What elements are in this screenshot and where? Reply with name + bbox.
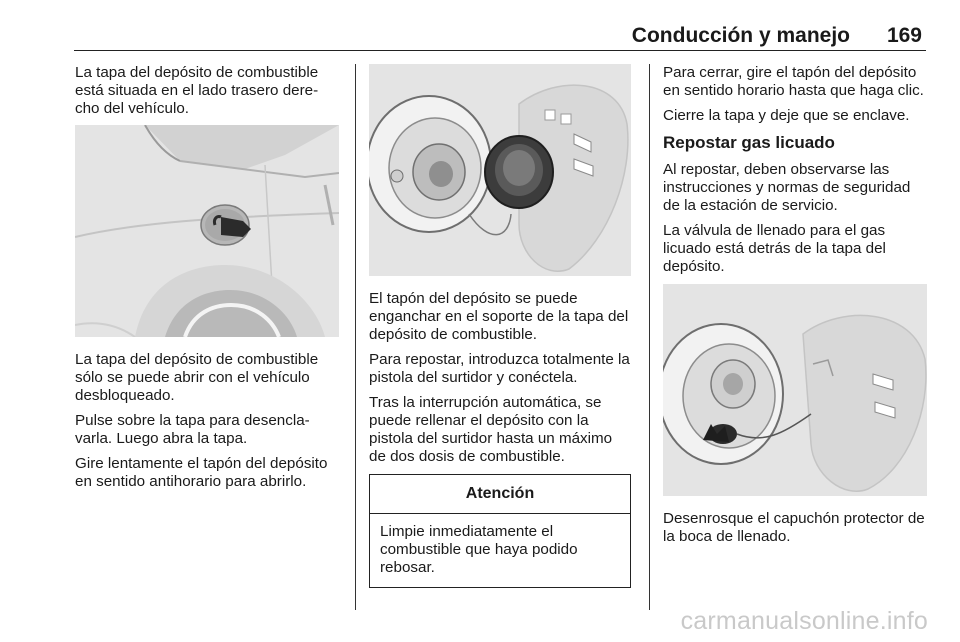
paragraph: Gire lentamente el tapón del depósito en sentido antihorario para abrirlo. [75,455,328,490]
paragraph: La tapa del depósito de combustible está situada en el lado trasero dere- cho del vehículo. [75,64,319,117]
warning-title: Atención [370,475,630,514]
paragraph: Desenrosque el capuchón protector de la boca de llenado. [663,510,925,545]
lpg-filler-valve-illustration [663,284,927,496]
paragraph: Cierre la tapa y deje que se enclave. [663,107,910,124]
column-divider [355,64,356,610]
paragraph: Tras la interrupción automática, se puede rellenar el depósito con la pistola del surtidor hasta un máximo de dos dosis de combustible. [369,394,613,465]
paragraph: Para cerrar, gire el tapón del depósito en sentido horario hasta que haga clic. [663,64,924,99]
paragraph: Al repostar, deben observarse las instrucciones y normas de seguridad de la estación de servicio. [663,161,911,214]
warning-box [369,474,631,588]
column-divider [649,64,650,610]
column-1 [75,64,343,498]
watermark: carmanualsonline.info [680,607,928,635]
fuel-cap-hooked-illustration [369,64,631,276]
column-3 [663,64,929,553]
paragraph: El tapón del depósito se puede enganchar en el soporte de la tapa del depósito de combustible. [369,290,629,343]
paragraph: La válvula de llenado para el gas licuado está detrás de la tapa del depósito. [663,222,886,275]
page-title: Conducción y manejo [631,24,850,47]
warning-text: Limpie inmediatamente el combustible que haya podido rebosar. [380,523,578,576]
paragraph: La tapa del depósito de combustible sólo se puede abrir con el vehículo desbloqueado. [75,351,319,404]
paragraph: Pulse sobre la tapa para desencla- varla. Luego abra la tapa. [75,412,310,447]
page-number: 169 [886,24,922,47]
fuel-door-location-illustration [75,125,339,337]
page-header [74,22,926,51]
column-2 [369,64,633,588]
paragraph: Para repostar, introduzca totalmente la pistola del surtidor y conéctela. [369,351,630,386]
section-heading: Repostar gas licuado [663,133,835,152]
